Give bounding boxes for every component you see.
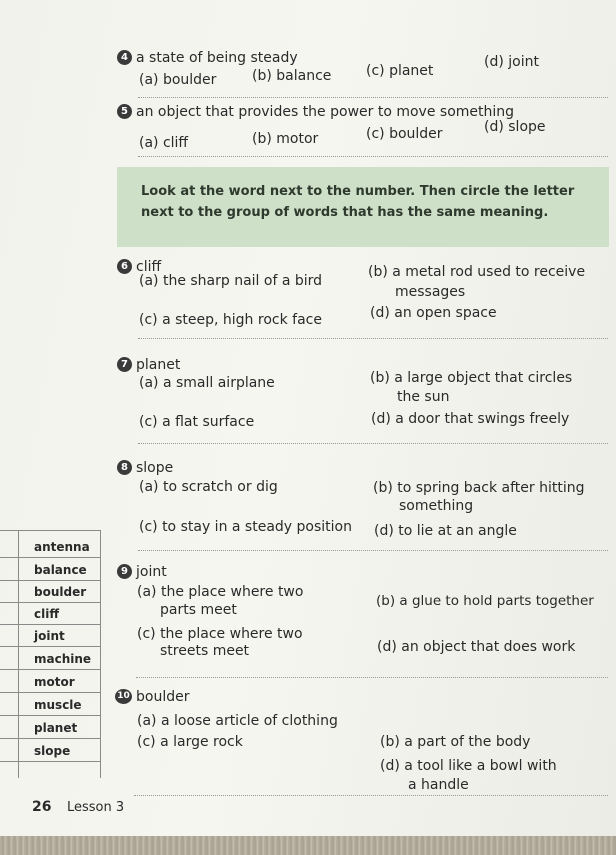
question-5 (117, 101, 514, 120)
option-c[interactable]: (c) planet (366, 63, 434, 79)
option-b[interactable]: (b) a metal rod used to receive (368, 264, 586, 280)
option-d[interactable]: (d) an object that does work (377, 639, 576, 655)
question-8 (117, 457, 173, 476)
instructions-banner (117, 167, 609, 247)
option-a[interactable]: (a) a loose article of clothing (137, 713, 338, 729)
divider (138, 443, 608, 444)
option-b-continued: something (399, 498, 474, 514)
option-c-continued: streets meet (160, 643, 250, 659)
question-4 (117, 47, 298, 66)
option-a[interactable]: (a) the sharp nail of a bird (139, 273, 323, 289)
question-number: 4 (117, 50, 132, 65)
divider (138, 156, 608, 157)
option-a-continued: parts meet (160, 602, 237, 618)
question-stem: planet (136, 356, 181, 373)
option-a[interactable]: (a) boulder (139, 72, 217, 88)
option-c[interactable]: (c) to stay in a steady position (139, 519, 352, 535)
word-box-item: slope (0, 740, 100, 762)
question-stem: cliff (136, 258, 162, 275)
divider (136, 677, 608, 678)
divider (138, 550, 608, 551)
word-box-item: joint (0, 625, 100, 647)
word-box-item: cliff (0, 603, 100, 625)
option-d[interactable]: (d) slope (484, 119, 546, 135)
question-stem: slope (136, 459, 174, 476)
word-box-item: planet (0, 717, 100, 739)
option-a[interactable]: (a) to scratch or dig (139, 479, 278, 495)
option-b[interactable]: (b) a glue to hold parts together (376, 593, 594, 609)
word-box-item: antenna (0, 536, 100, 558)
option-d[interactable]: (d) a tool like a bowl with (380, 758, 557, 774)
option-a[interactable]: (a) a small airplane (139, 375, 275, 391)
question-number: 9 (117, 564, 132, 579)
option-b-continued: the sun (397, 389, 450, 405)
option-d[interactable]: (d) joint (484, 54, 539, 70)
option-c[interactable]: (c) the place where two (137, 626, 303, 642)
word-box (0, 530, 101, 778)
instructions-text: Look at the word next to the number. Then circle the letter next to the group of words that has the same meaning. (141, 184, 575, 220)
option-c[interactable]: (c) a steep, high rock face (139, 312, 322, 328)
question-stem: boulder (136, 688, 190, 705)
option-a[interactable]: (a) the place where two (137, 584, 304, 600)
question-number: 10 (115, 689, 132, 704)
divider (138, 97, 608, 98)
binding-edge (0, 836, 616, 855)
option-b[interactable]: (b) motor (252, 131, 319, 147)
option-d[interactable]: (d) a door that swings freely (371, 411, 570, 427)
option-c[interactable]: (c) boulder (366, 126, 443, 142)
divider (138, 338, 608, 339)
option-c[interactable]: (c) a large rock (137, 734, 243, 750)
question-stem: joint (136, 563, 167, 580)
option-b[interactable]: (b) a large object that circles (370, 370, 573, 386)
question-9 (117, 561, 167, 580)
option-d-continued: a handle (408, 777, 469, 793)
question-number: 5 (117, 104, 132, 119)
option-b[interactable]: (b) to spring back after hitting (373, 480, 585, 496)
question-number: 6 (117, 259, 132, 274)
option-b[interactable]: (b) balance (252, 68, 332, 84)
option-c[interactable]: (c) a flat surface (139, 414, 255, 430)
word-box-item: boulder (0, 581, 100, 603)
question-number: 7 (117, 357, 132, 372)
question-number: 8 (117, 460, 132, 475)
question-stem: a state of being steady (136, 49, 298, 66)
word-box-item: motor (0, 671, 100, 693)
page-number: 26 (32, 799, 52, 815)
option-b[interactable]: (b) a part of the body (380, 734, 531, 750)
option-b-continued: messages (395, 284, 466, 300)
word-box-item: balance (0, 559, 100, 581)
option-d[interactable]: (d) to lie at an angle (374, 523, 517, 539)
lesson-label: Lesson 3 (67, 800, 125, 815)
question-stem: an object that provides the power to move something (136, 103, 515, 120)
question-10 (115, 686, 189, 705)
word-box-item: muscle (0, 694, 100, 716)
option-a[interactable]: (a) cliff (139, 135, 189, 151)
option-d[interactable]: (d) an open space (370, 305, 497, 321)
word-box-item: machine (0, 648, 100, 670)
question-7 (117, 354, 180, 373)
divider (134, 795, 608, 796)
